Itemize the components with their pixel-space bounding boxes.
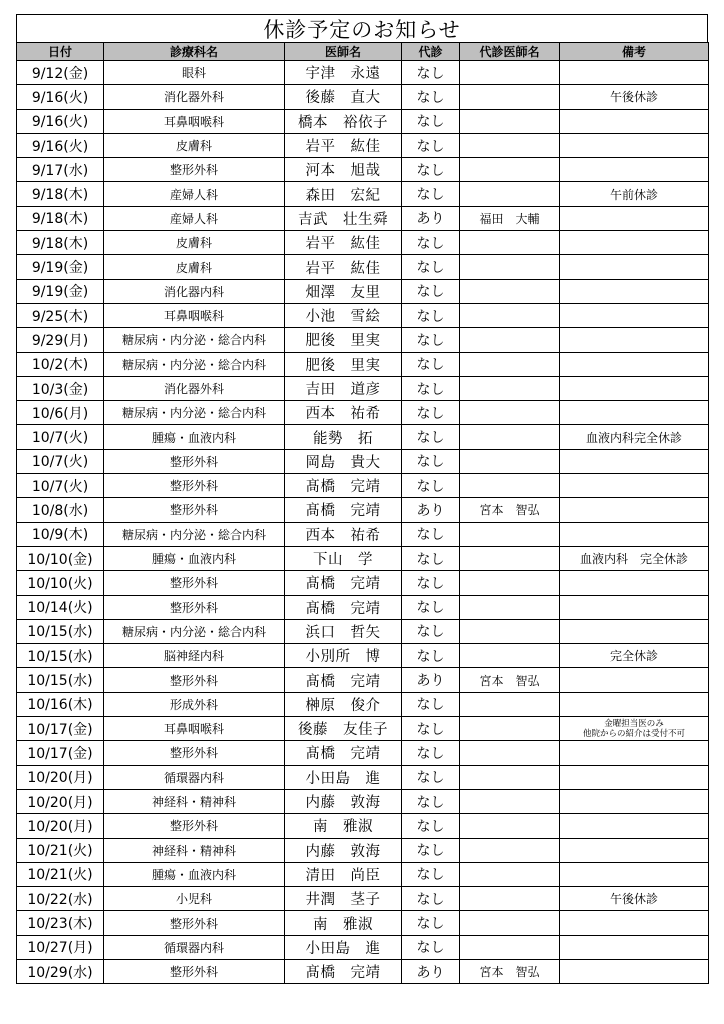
cell-department: 産婦人科	[104, 206, 285, 230]
cell-doctor: 吉田 道彦	[285, 376, 402, 400]
cell-note	[560, 449, 709, 473]
cell-doctor: 浜口 哲矢	[285, 619, 402, 643]
cell-doctor: 橋本 裕依子	[285, 109, 402, 133]
cell-doctor: 髙橋 完靖	[285, 571, 402, 595]
table-row	[17, 61, 709, 85]
cell-date: 9/16(火)	[17, 109, 104, 133]
cell-substitute-doctor	[460, 717, 560, 741]
cell-doctor: 小別所 博	[285, 644, 402, 668]
cell-doctor: 内藤 敦海	[285, 838, 402, 862]
cell-date: 9/29(月)	[17, 328, 104, 352]
cell-department: 循環器内科	[104, 935, 285, 959]
header-substitute-doctor: 代診医師名	[460, 43, 560, 61]
cell-note	[560, 206, 709, 230]
cell-doctor: 下山 学	[285, 546, 402, 570]
table-row	[17, 425, 709, 449]
cell-note	[560, 61, 709, 85]
cell-department: 糖尿病・内分泌・総合内科	[104, 522, 285, 546]
cell-note	[560, 571, 709, 595]
table-row	[17, 692, 709, 716]
cell-substitute: なし	[402, 109, 460, 133]
cell-note	[560, 303, 709, 327]
cell-department: 整形外科	[104, 911, 285, 935]
cell-department: 腫瘍・血液内科	[104, 546, 285, 570]
cell-doctor: 後藤 友佳子	[285, 717, 402, 741]
table-row	[17, 133, 709, 157]
cell-substitute-doctor	[460, 182, 560, 206]
table-row	[17, 498, 709, 522]
cell-department: 糖尿病・内分泌・総合内科	[104, 401, 285, 425]
cell-substitute-doctor	[460, 109, 560, 133]
table-row	[17, 668, 709, 692]
cell-substitute-doctor	[460, 401, 560, 425]
cell-substitute: あり	[402, 668, 460, 692]
cell-substitute: なし	[402, 522, 460, 546]
cell-department: 整形外科	[104, 595, 285, 619]
cell-doctor: 髙橋 完靖	[285, 959, 402, 983]
cell-note	[560, 692, 709, 716]
cell-date: 10/10(金)	[17, 546, 104, 570]
cell-date: 9/17(水)	[17, 158, 104, 182]
cell-date: 9/18(木)	[17, 206, 104, 230]
cell-department: 循環器内科	[104, 765, 285, 789]
cell-substitute: なし	[402, 741, 460, 765]
cell-doctor: 髙橋 完靖	[285, 595, 402, 619]
cell-note	[560, 498, 709, 522]
cell-substitute: なし	[402, 182, 460, 206]
cell-doctor: 小田島 進	[285, 935, 402, 959]
cell-department: 整形外科	[104, 158, 285, 182]
cell-substitute-doctor	[460, 911, 560, 935]
cell-substitute: なし	[402, 279, 460, 303]
header-note: 備考	[560, 43, 709, 61]
cell-substitute: なし	[402, 911, 460, 935]
cell-substitute: なし	[402, 328, 460, 352]
cell-substitute: なし	[402, 158, 460, 182]
table-row	[17, 522, 709, 546]
cell-substitute: なし	[402, 935, 460, 959]
header-date: 日付	[17, 43, 104, 61]
cell-department: 眼科	[104, 61, 285, 85]
cell-date: 10/6(月)	[17, 401, 104, 425]
cell-date: 10/3(金)	[17, 376, 104, 400]
cell-date: 10/20(月)	[17, 789, 104, 813]
cell-substitute: あり	[402, 498, 460, 522]
table-row	[17, 401, 709, 425]
cell-date: 9/19(金)	[17, 255, 104, 279]
cell-department: 糖尿病・内分泌・総合内科	[104, 352, 285, 376]
cell-substitute: なし	[402, 692, 460, 716]
cell-substitute-doctor	[460, 255, 560, 279]
cell-doctor: 髙橋 完靖	[285, 498, 402, 522]
cell-substitute-doctor	[460, 376, 560, 400]
cell-substitute: なし	[402, 717, 460, 741]
cell-date: 10/7(火)	[17, 449, 104, 473]
cell-date: 10/20(月)	[17, 765, 104, 789]
cell-substitute-doctor	[460, 644, 560, 668]
table-row	[17, 85, 709, 109]
cell-department: 脳神経内科	[104, 644, 285, 668]
cell-note	[560, 814, 709, 838]
cell-date: 10/20(月)	[17, 814, 104, 838]
cell-note	[560, 376, 709, 400]
cell-note	[560, 158, 709, 182]
cell-department: 糖尿病・内分泌・総合内科	[104, 328, 285, 352]
cell-department: 整形外科	[104, 474, 285, 498]
cell-department: 整形外科	[104, 668, 285, 692]
cell-substitute-doctor	[460, 279, 560, 303]
cell-substitute: なし	[402, 425, 460, 449]
cell-substitute-doctor	[460, 692, 560, 716]
cell-date: 9/12(金)	[17, 61, 104, 85]
table-row	[17, 206, 709, 230]
cell-substitute-doctor: 宮本 智弘	[460, 498, 560, 522]
cell-substitute-doctor	[460, 352, 560, 376]
cell-date: 10/15(水)	[17, 619, 104, 643]
cell-date: 10/23(木)	[17, 911, 104, 935]
table-row	[17, 838, 709, 862]
cell-date: 10/16(木)	[17, 692, 104, 716]
cell-doctor: 内藤 敦海	[285, 789, 402, 813]
cell-substitute-doctor	[460, 303, 560, 327]
cell-substitute-doctor: 福田 大輔	[460, 206, 560, 230]
cell-note: 完全休診	[560, 644, 709, 668]
table-row	[17, 887, 709, 911]
cell-doctor: 西本 祐希	[285, 401, 402, 425]
cell-note	[560, 279, 709, 303]
cell-doctor: 小田島 進	[285, 765, 402, 789]
cell-department: 糖尿病・内分泌・総合内科	[104, 619, 285, 643]
cell-date: 9/16(火)	[17, 85, 104, 109]
cell-substitute: なし	[402, 61, 460, 85]
cell-date: 10/17(金)	[17, 741, 104, 765]
cell-substitute: なし	[402, 571, 460, 595]
table-row	[17, 328, 709, 352]
table-row	[17, 741, 709, 765]
cell-note	[560, 838, 709, 862]
table-row	[17, 352, 709, 376]
cell-note	[560, 401, 709, 425]
cell-note: 血液内科完全休診	[560, 425, 709, 449]
cell-doctor: 岩平 紘佳	[285, 255, 402, 279]
cell-department: 整形外科	[104, 571, 285, 595]
cell-date: 10/21(火)	[17, 862, 104, 886]
cell-date: 10/2(木)	[17, 352, 104, 376]
table-row	[17, 231, 709, 255]
cell-note: 午前休診	[560, 182, 709, 206]
cell-substitute: あり	[402, 206, 460, 230]
table-row	[17, 546, 709, 570]
cell-department: 腫瘍・血液内科	[104, 862, 285, 886]
table-row	[17, 109, 709, 133]
cell-date: 10/9(木)	[17, 522, 104, 546]
cell-substitute-doctor	[460, 595, 560, 619]
cell-substitute-doctor	[460, 133, 560, 157]
cell-substitute: なし	[402, 255, 460, 279]
cell-substitute: なし	[402, 474, 460, 498]
header-department: 診療科名	[104, 43, 285, 61]
cell-date: 10/27(月)	[17, 935, 104, 959]
cell-substitute-doctor	[460, 814, 560, 838]
table-row	[17, 449, 709, 473]
cell-substitute: なし	[402, 231, 460, 255]
cell-substitute: なし	[402, 133, 460, 157]
cell-doctor: 髙橋 完靖	[285, 474, 402, 498]
closure-notice-sheet	[16, 14, 708, 984]
header-substitute: 代診	[402, 43, 460, 61]
cell-substitute: なし	[402, 644, 460, 668]
cell-note	[560, 255, 709, 279]
cell-note	[560, 789, 709, 813]
table-header-row	[17, 43, 709, 61]
cell-date: 9/25(木)	[17, 303, 104, 327]
cell-department: 耳鼻咽喉科	[104, 303, 285, 327]
document-title: 休診予定のお知らせ	[16, 14, 708, 42]
cell-department: 整形外科	[104, 741, 285, 765]
cell-note: 血液内科 完全休診	[560, 546, 709, 570]
cell-department: 消化器内科	[104, 279, 285, 303]
cell-doctor: 肥後 里実	[285, 328, 402, 352]
cell-doctor: 能勢 拓	[285, 425, 402, 449]
cell-doctor: 肥後 里実	[285, 352, 402, 376]
cell-department: 皮膚科	[104, 255, 285, 279]
cell-department: 耳鼻咽喉科	[104, 717, 285, 741]
table-row	[17, 158, 709, 182]
cell-substitute-doctor	[460, 522, 560, 546]
cell-doctor: 岩平 紘佳	[285, 133, 402, 157]
table-row	[17, 765, 709, 789]
table-row	[17, 279, 709, 303]
cell-doctor: 清田 尚臣	[285, 862, 402, 886]
cell-date: 10/17(金)	[17, 717, 104, 741]
cell-date: 9/18(木)	[17, 231, 104, 255]
cell-department: 腫瘍・血液内科	[104, 425, 285, 449]
cell-substitute: あり	[402, 959, 460, 983]
cell-doctor: 髙橋 完靖	[285, 668, 402, 692]
cell-note	[560, 911, 709, 935]
cell-substitute-doctor	[460, 449, 560, 473]
table-row	[17, 935, 709, 959]
table-row	[17, 789, 709, 813]
cell-substitute: なし	[402, 595, 460, 619]
cell-substitute-doctor	[460, 838, 560, 862]
table-row	[17, 376, 709, 400]
table-row	[17, 814, 709, 838]
cell-date: 9/19(金)	[17, 279, 104, 303]
cell-substitute-doctor	[460, 158, 560, 182]
cell-note	[560, 522, 709, 546]
cell-date: 9/18(木)	[17, 182, 104, 206]
cell-doctor: 井潤 茎子	[285, 887, 402, 911]
cell-substitute-doctor	[460, 887, 560, 911]
cell-note	[560, 862, 709, 886]
cell-substitute: なし	[402, 376, 460, 400]
cell-substitute-doctor	[460, 789, 560, 813]
cell-note	[560, 474, 709, 498]
cell-note: 午後休診	[560, 85, 709, 109]
cell-department: 整形外科	[104, 814, 285, 838]
cell-doctor: 岩平 紘佳	[285, 231, 402, 255]
table-row	[17, 644, 709, 668]
cell-doctor: 南 雅淑	[285, 911, 402, 935]
cell-substitute-doctor	[460, 571, 560, 595]
cell-doctor: 後藤 直大	[285, 85, 402, 109]
cell-department: 耳鼻咽喉科	[104, 109, 285, 133]
cell-note	[560, 133, 709, 157]
cell-substitute-doctor	[460, 935, 560, 959]
cell-substitute-doctor	[460, 231, 560, 255]
cell-substitute: なし	[402, 401, 460, 425]
table-row	[17, 959, 709, 983]
cell-department: 整形外科	[104, 449, 285, 473]
cell-substitute: なし	[402, 765, 460, 789]
table-row	[17, 303, 709, 327]
cell-date: 10/8(水)	[17, 498, 104, 522]
cell-substitute-doctor	[460, 474, 560, 498]
table-row	[17, 717, 709, 741]
cell-note	[560, 668, 709, 692]
cell-substitute-doctor	[460, 741, 560, 765]
cell-date: 9/16(火)	[17, 133, 104, 157]
cell-doctor: 小池 雪絵	[285, 303, 402, 327]
cell-note-line: 他院からの紹介は受付不可	[582, 728, 685, 739]
cell-date: 10/22(水)	[17, 887, 104, 911]
cell-date: 10/10(火)	[17, 571, 104, 595]
cell-note	[560, 959, 709, 983]
cell-substitute-doctor	[460, 61, 560, 85]
cell-substitute-doctor	[460, 425, 560, 449]
cell-substitute-doctor	[460, 862, 560, 886]
cell-substitute-doctor	[460, 85, 560, 109]
cell-note	[560, 595, 709, 619]
cell-substitute: なし	[402, 887, 460, 911]
cell-department: 皮膚科	[104, 231, 285, 255]
cell-date: 10/7(火)	[17, 474, 104, 498]
cell-date: 10/7(火)	[17, 425, 104, 449]
cell-substitute: なし	[402, 85, 460, 109]
cell-substitute: なし	[402, 303, 460, 327]
cell-substitute: なし	[402, 814, 460, 838]
cell-department: 皮膚科	[104, 133, 285, 157]
cell-department: 消化器外科	[104, 376, 285, 400]
cell-date: 10/21(火)	[17, 838, 104, 862]
cell-substitute-doctor	[460, 765, 560, 789]
table-row	[17, 255, 709, 279]
cell-department: 神経科・精神科	[104, 789, 285, 813]
cell-substitute: なし	[402, 449, 460, 473]
cell-note	[560, 109, 709, 133]
cell-doctor: 南 雅淑	[285, 814, 402, 838]
cell-substitute: なし	[402, 838, 460, 862]
cell-doctor: 河本 旭哉	[285, 158, 402, 182]
cell-date: 10/15(水)	[17, 668, 104, 692]
table-row	[17, 911, 709, 935]
cell-doctor: 宇津 永遠	[285, 61, 402, 85]
cell-note	[560, 765, 709, 789]
header-doctor: 医師名	[285, 43, 402, 61]
cell-doctor: 西本 祐希	[285, 522, 402, 546]
cell-note	[560, 328, 709, 352]
cell-doctor: 榊原 俊介	[285, 692, 402, 716]
cell-department: 整形外科	[104, 959, 285, 983]
cell-department: 神経科・精神科	[104, 838, 285, 862]
cell-date: 10/14(火)	[17, 595, 104, 619]
cell-substitute: なし	[402, 352, 460, 376]
cell-doctor: 森田 宏紀	[285, 182, 402, 206]
table-row	[17, 595, 709, 619]
cell-note	[560, 741, 709, 765]
cell-substitute: なし	[402, 789, 460, 813]
cell-substitute-doctor: 宮本 智弘	[460, 959, 560, 983]
cell-substitute: なし	[402, 619, 460, 643]
cell-doctor: 岡島 貴大	[285, 449, 402, 473]
cell-department: 産婦人科	[104, 182, 285, 206]
cell-substitute-doctor: 宮本 智弘	[460, 668, 560, 692]
cell-note	[560, 935, 709, 959]
cell-doctor: 吉武 壮生舜	[285, 206, 402, 230]
cell-substitute: なし	[402, 546, 460, 570]
cell-date: 10/15(水)	[17, 644, 104, 668]
cell-note: 午後休診	[560, 887, 709, 911]
table-row	[17, 571, 709, 595]
cell-substitute-doctor	[460, 546, 560, 570]
closure-schedule-table	[16, 42, 709, 984]
cell-doctor: 髙橋 完靖	[285, 741, 402, 765]
table-row	[17, 619, 709, 643]
cell-note-line: 金曜担当医のみ	[604, 718, 664, 729]
cell-substitute: なし	[402, 862, 460, 886]
cell-note	[560, 352, 709, 376]
cell-department: 消化器外科	[104, 85, 285, 109]
cell-date: 10/29(水)	[17, 959, 104, 983]
cell-doctor: 畑澤 友里	[285, 279, 402, 303]
cell-substitute-doctor	[460, 328, 560, 352]
cell-note	[560, 231, 709, 255]
cell-department: 小児科	[104, 887, 285, 911]
cell-department: 整形外科	[104, 498, 285, 522]
cell-department: 形成外科	[104, 692, 285, 716]
table-row	[17, 474, 709, 498]
cell-substitute-doctor	[460, 619, 560, 643]
cell-note	[560, 619, 709, 643]
cell-note	[560, 717, 709, 741]
table-row	[17, 182, 709, 206]
table-row	[17, 862, 709, 886]
